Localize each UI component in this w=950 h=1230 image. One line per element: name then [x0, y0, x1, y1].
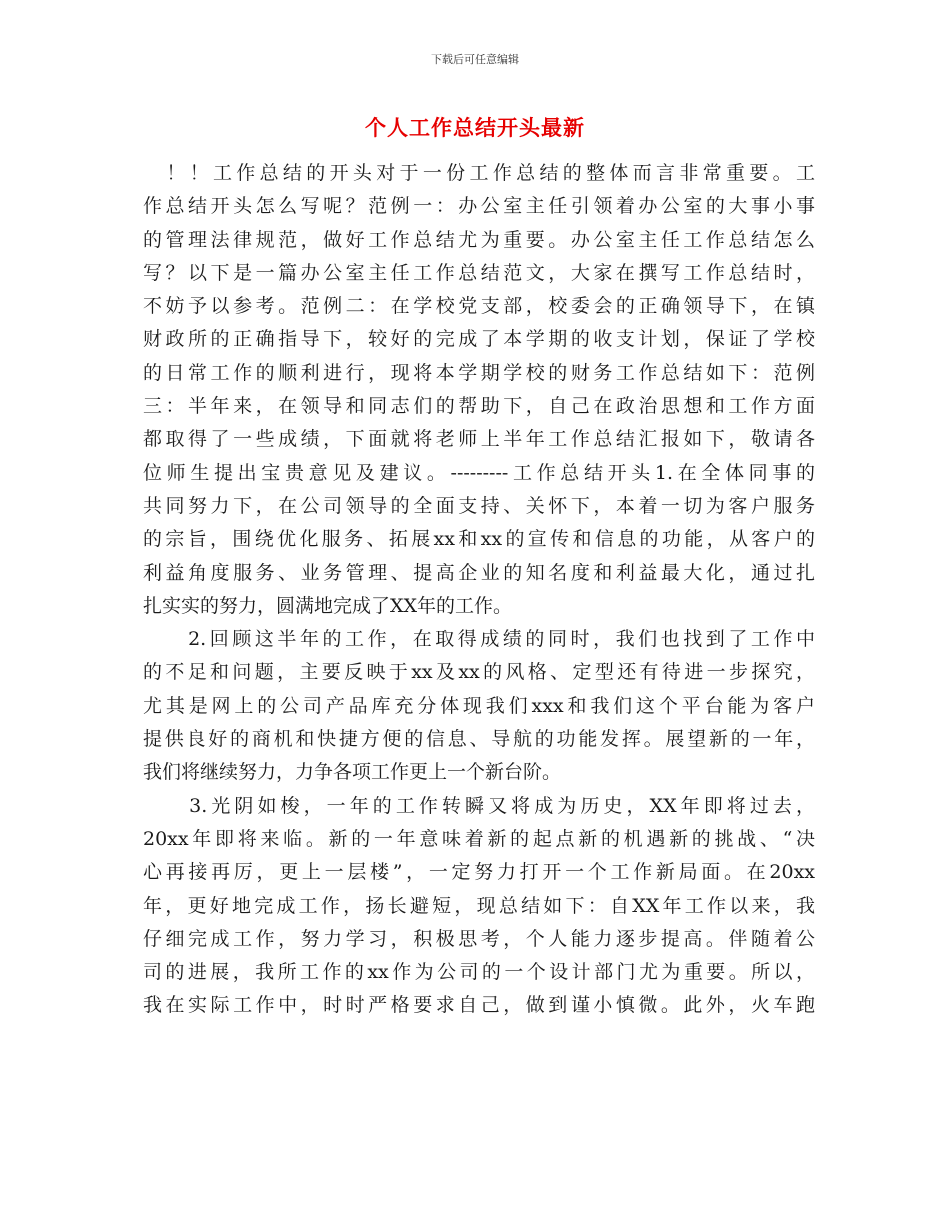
paragraph-1: [143, 157, 815, 623]
text-line: 我们将继续努力，力争各项工作更上一个新台阶。: [143, 761, 562, 784]
text-line: 司的进展，我所工作的xx作为公司的一个设计部门尤为重要。所以，: [143, 961, 815, 984]
text-line: 20xx年即将来临。新的一年意味着新的起点新的机遇新的挑战、“决: [143, 827, 815, 850]
text-line: 作总结开头怎么写呢？范例一：办公室主任引领着办公室的大事小事: [143, 195, 815, 218]
text-line: 年，更好地完成工作，扬长避短，现总结如下：自XX年工作以来，我: [143, 894, 815, 917]
text-line: 都取得了一些成绩，下面就将老师上半年工作总结汇报如下，敬请各: [143, 428, 815, 451]
text-line: 的不足和问题，主要反映于xx及xx的风格、定型还有待进一步探究，: [143, 661, 815, 684]
text-line: 尤其是网上的公司产品库充分体现我们xxx和我们这个平台能为客户: [143, 694, 815, 717]
page-header: 下载后可任意编辑: [431, 53, 519, 66]
text-line: 我在实际工作中，时时严格要求自己，做到谨小慎微。此外，火车跑: [143, 994, 815, 1017]
text-line: ！！工作总结的开头对于一份工作总结的整体而言非常重要。工: [143, 162, 815, 184]
text-line: 位师生提出宝贵意见及建议。---------工作总结开头1.在全体同事的: [143, 461, 815, 484]
text-line: 共同努力下，在公司领导的全面支持、关怀下，本着一切为客户服务: [143, 494, 815, 517]
text-line: 仔细完成工作，努力学习，积极思考，个人能力逐步提高。伴随着公: [143, 927, 815, 950]
text-line: 的宗旨，围绕优化服务、拓展xx和xx的宣传和信息的功能，从客户的: [143, 528, 815, 551]
text-line: 的日常工作的顺利进行，现将本学期学校的财务工作总结如下：范例: [143, 361, 815, 384]
text-line: 财政所的正确指导下，较好的完成了本学期的收支计划，保证了学校: [143, 328, 815, 351]
text-line: 写？以下是一篇办公室主任工作总结范文，大家在撰写工作总结时，: [143, 261, 815, 284]
paragraph-3: [143, 790, 815, 1023]
text-line: 心再接再厉，更上一层楼”，一定努力打开一个工作新局面。在20xx: [143, 861, 815, 884]
text-line: 的管理法律规范，做好工作总结尤为重要。办公室主任工作总结怎么: [143, 228, 815, 251]
text-line: 3.光阴如梭，一年的工作转瞬又将成为历史，XX年即将过去，: [143, 794, 815, 817]
text-line: 利益角度服务、业务管理、提高企业的知名度和利益最大化，通过扎: [143, 561, 815, 584]
document-title: 个人工作总结开头最新: [365, 115, 585, 140]
text-line: 不妨予以参考。范例二：在学校党支部，校委会的正确领导下，在镇: [143, 295, 815, 318]
text-line: 扎实实的努力，圆满地完成了XX年的工作。: [143, 594, 513, 617]
text-line: 2.回顾这半年的工作，在取得成绩的同时，我们也找到了工作中: [143, 628, 815, 651]
text-line: 提供良好的商机和快捷方便的信息、导航的功能发挥。展望新的一年，: [143, 728, 815, 751]
document-body: [143, 157, 815, 1023]
paragraph-2: [143, 623, 815, 789]
text-line: 三：半年来，在领导和同志们的帮助下，自己在政治思想和工作方面: [143, 395, 815, 418]
